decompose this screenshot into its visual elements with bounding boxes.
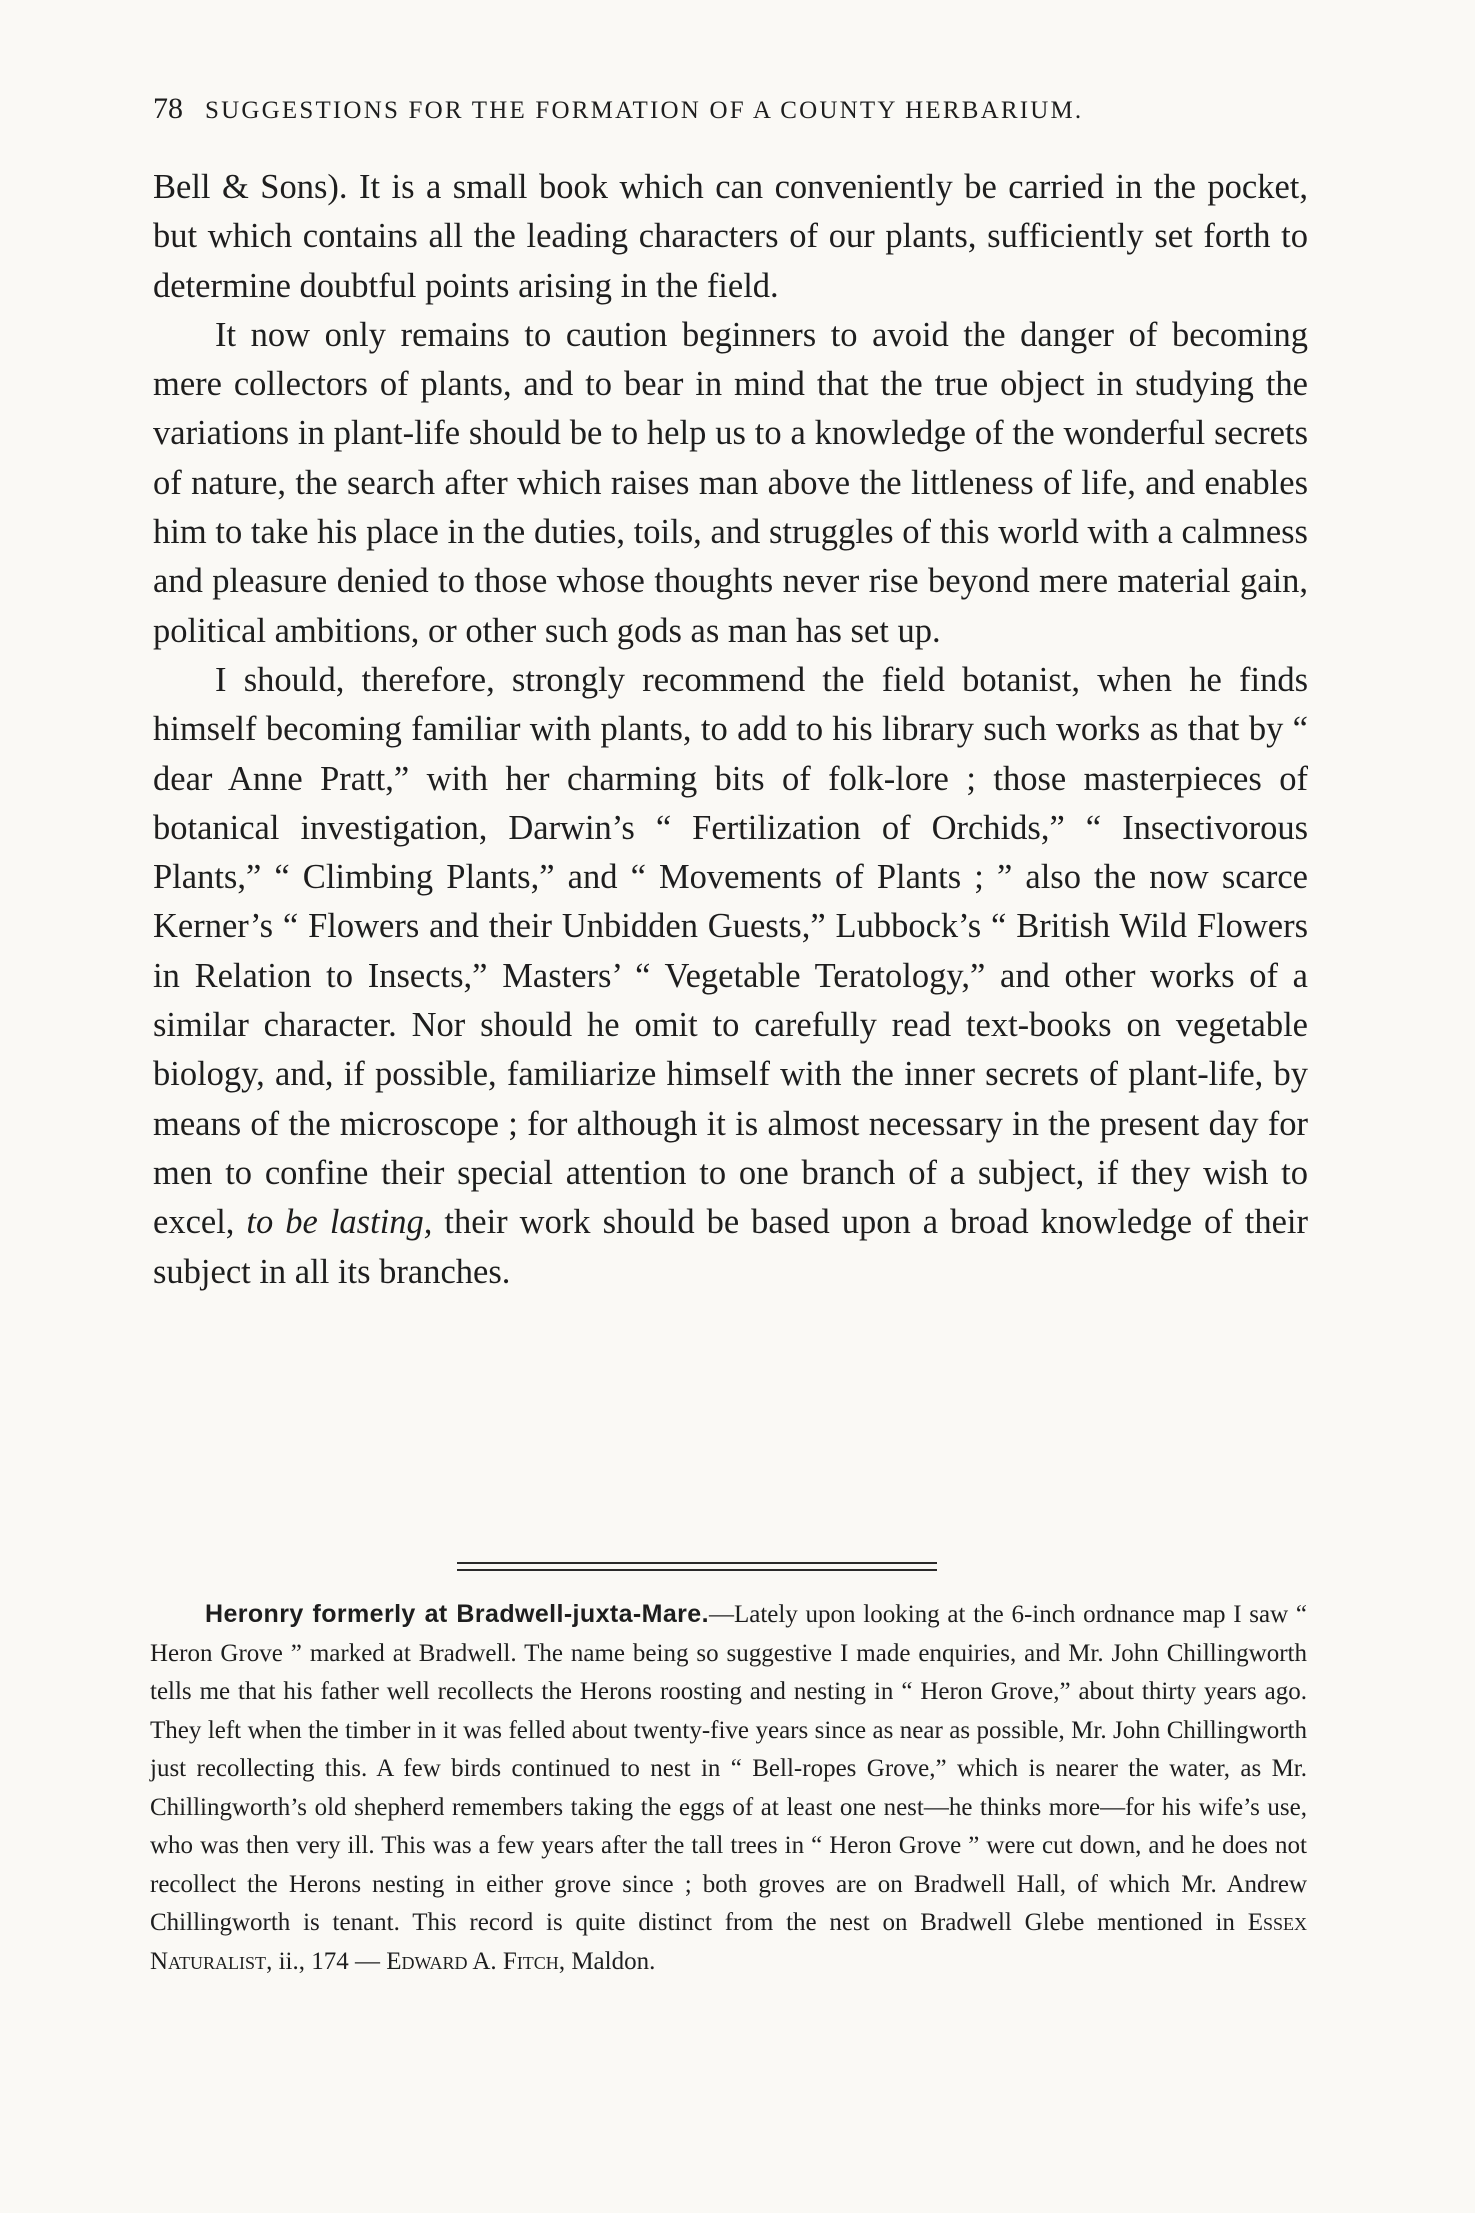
- page-number: 78: [153, 92, 183, 125]
- paragraph-3-text-a: I should, therefore, strongly recommend the field botanist, when he finds himself becoming familiar with plants, to add to his library such works as that by “ dear Anne Pratt,” with her charming bits of folk-lore ; those masterpieces of botanical investigation, Darwin’s “ Fertilization of Orchids,” “ Insectivorous Plants,” “ Climbing Plants,” and “ Movements of Plants ; ” also the now scarce Kerner’s “ Flowers and their Unbidden Guests,” Lubbock’s “ British Wild Flowers in Relation to Insects,” Masters’ “ Vegetable Teratology,” and other works of a similar character. Nor should he omit to carefully read text-books on vegetable biology, and, if possible, familiarize himself with the inner secrets of plant-life, by means of the microscope ; for although it is almost necessary in the present day for men to confine their special attention to one branch of a subject, if they wish to excel,: [153, 660, 1308, 1242]
- paragraph-3-italic: to be lasting,: [246, 1203, 433, 1242]
- paragraph-2: It now only remains to caution beginners to avoid the danger of becoming mere collectors of plants, and to bear in mind that the true object in studying the variations in plant-life should be to help us to a knowledge of the wonderful secrets of nature, the search after which raises man above the littleness of life, and enables him to take his place in the duties, toils, and struggles of this world with a calmness and pleasure denied to those whose thoughts never rise beyond mere material gain, political ambitions, or other such gods as man has set up.: [153, 315, 1308, 650]
- note-citation: , ii., 174 —: [266, 1947, 380, 1975]
- divider-rule-bottom: [457, 1569, 937, 1571]
- section-divider: [457, 1561, 937, 1574]
- paragraph-3: [153, 656, 1308, 1297]
- running-head: [153, 92, 1303, 132]
- note-author: Edward A. Fitch: [386, 1947, 559, 1975]
- running-title: SUGGESTIONS FOR THE FORMATION OF A COUNTY HERBARIUM.: [205, 97, 1084, 124]
- body-text: [153, 163, 1308, 1297]
- heronry-note: [150, 1595, 1307, 1981]
- divider-rule-top: [457, 1562, 937, 1564]
- note-title: Heronry formerly at Bradwell-juxta-Mare.: [205, 1600, 709, 1628]
- note-place: , Maldon.: [558, 1947, 656, 1975]
- paragraph-1: Bell & Sons). It is a small book which can conveniently be carried in the pocket, but which contains all the leading characters of our plants, sufficiently set forth to determine doubtful points arising in the field.: [153, 168, 1308, 305]
- note-paragraph: [150, 1595, 1307, 1981]
- note-journal: Essex Naturalist: [150, 1909, 1307, 1975]
- note-text: —Lately upon looking at the 6-inch ordnance map I saw “ Heron Grove ” marked at Bradwell. The name being so suggestive I made enquiries, and Mr. John Chillingworth tells me that his father well recollects the Herons roosting and nesting in “ Heron Grove,” about thirty years ago. They left when the timber in it was felled about twenty-five years since as near as possible, Mr. John Chillingworth just recollecting this. A few birds continued to nest in “ Bell-ropes Grove,” which is nearer the water, as Mr. Chillingworth’s old shepherd remembers taking the eggs of at least one nest—he thinks more—for his wife’s use, who was then very ill. This was a few years after the tall trees in “ Heron Grove ” were cut down, and he does not recollect the Herons nesting in either grove since ; both groves are on Bradwell Hall, of which Mr. Andrew Chillingworth is tenant. This record is quite distinct from the nest on Bradwell Glebe mentioned in: [150, 1601, 1307, 1936]
- paragraph-3-text-b: their work should be based upon a broad knowledge of their subject in all its branches.: [153, 1203, 1308, 1291]
